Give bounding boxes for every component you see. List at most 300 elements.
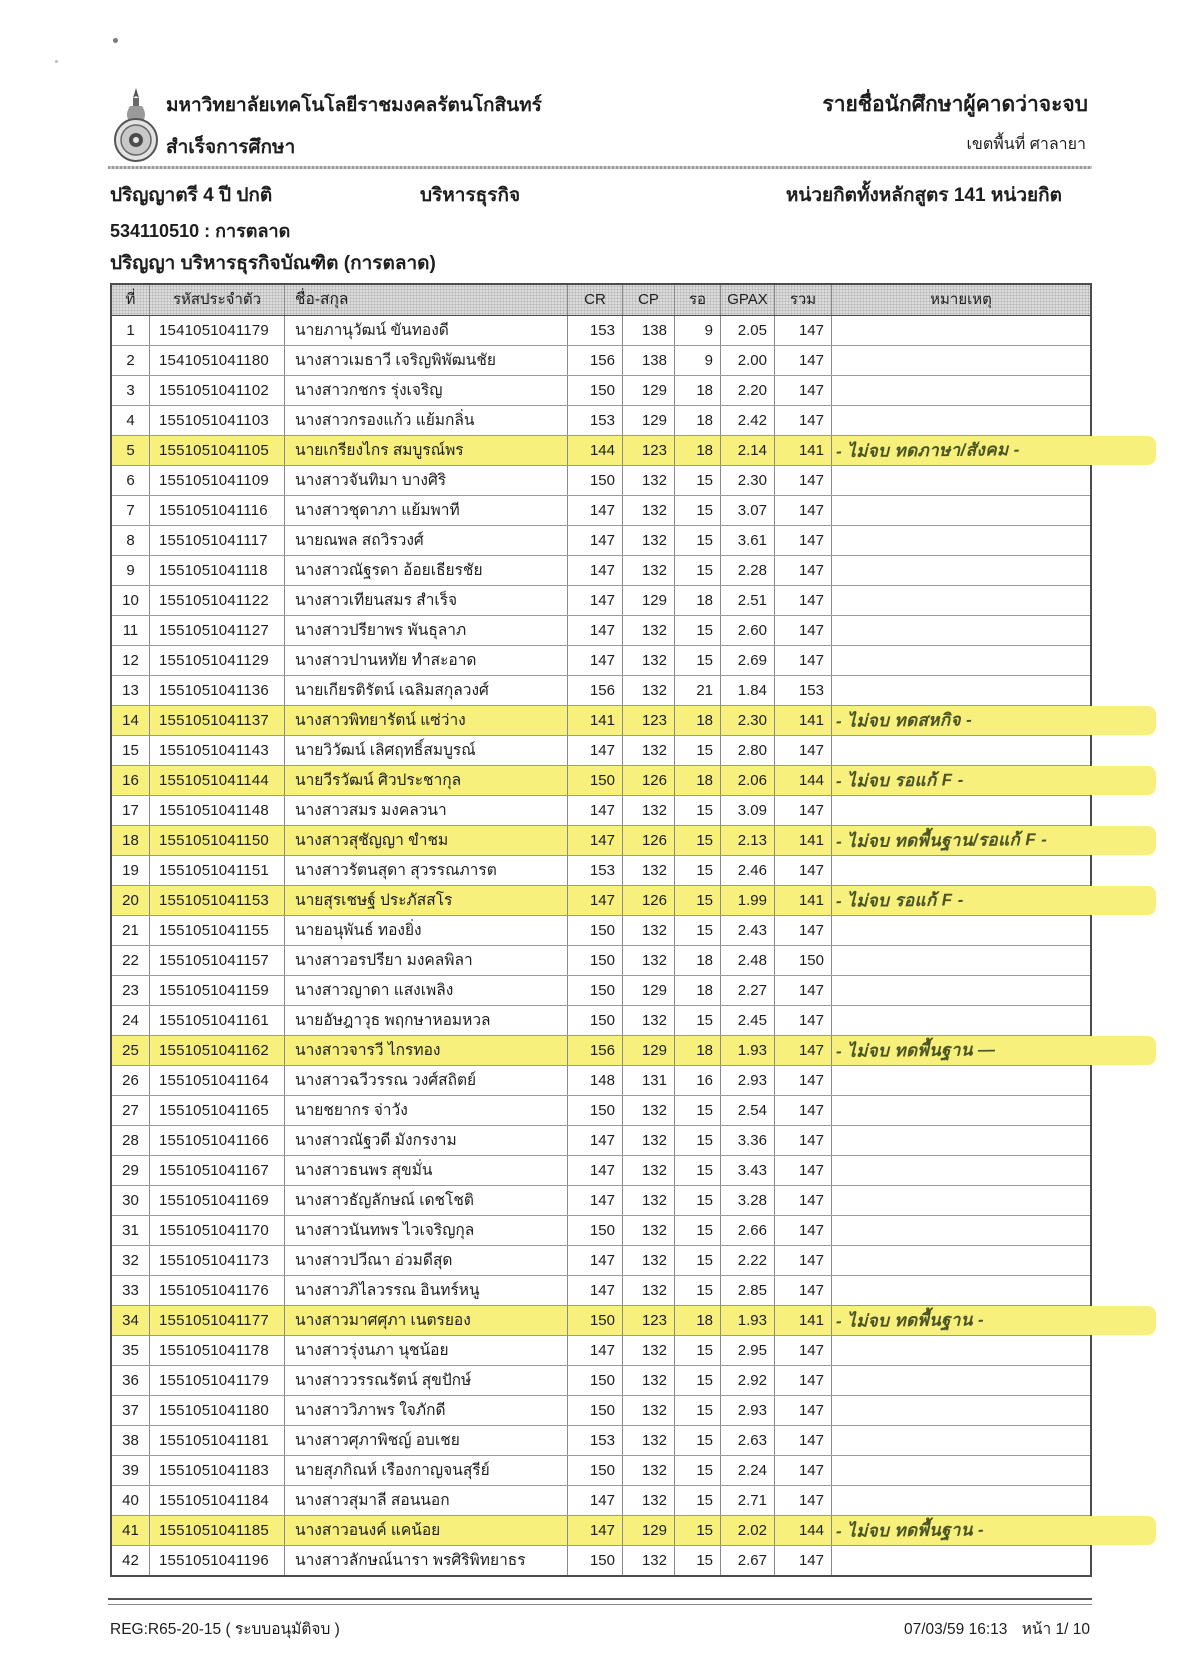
cell-total: 147 (775, 1456, 832, 1485)
cell-cr: 150 (568, 1456, 623, 1485)
cell-cr: 147 (568, 616, 623, 645)
cell-student-id: 1551051041144 (150, 766, 285, 796)
cell-cr: 153 (568, 856, 623, 885)
cell-name: นายอนุพันธ์ ทองยิ่ง (285, 916, 568, 945)
table-row (112, 405, 1090, 435)
report-title: รายชื่อนักศึกษาผู้คาดว่าจะจบ (822, 93, 1088, 116)
cell-cr: 150 (568, 976, 623, 1005)
cell-name: นางสาวรุ่งนภา นุชน้อย (285, 1336, 568, 1365)
cell-cr: 150 (568, 946, 623, 975)
table-row (112, 885, 1090, 915)
handwritten-note: - ไม่จบ รอแก้ F - (835, 770, 964, 791)
cell-remark (832, 586, 1090, 615)
cell-total: 153 (775, 676, 832, 705)
cell-cp: 132 (623, 646, 675, 675)
cell-wait: 18 (675, 586, 721, 615)
cell-wait: 15 (675, 1006, 721, 1035)
cell-student-id: 1551051041129 (150, 646, 285, 675)
cell-cr: 147 (568, 1186, 623, 1215)
cell-remark (832, 556, 1090, 585)
cell-no: 7 (112, 496, 150, 525)
cell-gpax: 1.84 (721, 676, 775, 705)
cell-wait: 18 (675, 436, 721, 466)
cell-name: นางสาวจันทิมา บางศิริ (285, 466, 568, 495)
cell-remark (832, 646, 1090, 675)
cell-cp: 138 (623, 316, 675, 345)
cell-total: 147 (775, 916, 832, 945)
cell-total: 150 (775, 946, 832, 975)
cell-cr: 153 (568, 316, 623, 345)
cell-student-id: 1551051041150 (150, 826, 285, 856)
cell-wait: 15 (675, 1246, 721, 1275)
cell-student-id: 1551051041103 (150, 406, 285, 435)
cell-remark (832, 976, 1090, 1005)
col-header-cp: CP (623, 285, 675, 315)
table-row (112, 825, 1090, 855)
cell-student-id: 1551051041155 (150, 916, 285, 945)
cell-gpax: 2.63 (721, 1426, 775, 1455)
cell-gpax: 2.66 (721, 1216, 775, 1245)
cell-cp: 132 (623, 1246, 675, 1275)
cell-cr: 150 (568, 1096, 623, 1125)
cell-wait: 15 (675, 796, 721, 825)
cell-gpax: 2.28 (721, 556, 775, 585)
cell-wait: 15 (675, 886, 721, 916)
cell-remark (832, 706, 1090, 736)
handwritten-note: - ไม่จบ รอแก้ F - (835, 890, 964, 911)
cell-name: นายชยากร จ่าวัง (285, 1096, 568, 1125)
cell-total: 147 (775, 796, 832, 825)
major-code: 534110510 : การตลาด (110, 221, 291, 241)
cell-total: 147 (775, 1066, 832, 1095)
cell-cr: 141 (568, 706, 623, 736)
footer-divider (108, 1598, 1092, 1605)
cell-name: นางสาวณัฐรดา อ้อยเธียรชัย (285, 556, 568, 585)
table-row (112, 1335, 1090, 1365)
cell-total: 141 (775, 706, 832, 736)
cell-no: 25 (112, 1036, 150, 1066)
cell-gpax: 2.42 (721, 406, 775, 435)
cell-name: นางสาวพิทยารัตน์ แซ่ว่าง (285, 706, 568, 736)
cell-total: 147 (775, 1486, 832, 1515)
cell-name: นางสาวธัญลักษณ์ เดชโชติ (285, 1186, 568, 1215)
cell-total: 147 (775, 1036, 832, 1066)
cell-total: 147 (775, 1216, 832, 1245)
cell-no: 38 (112, 1426, 150, 1455)
cell-name: นายสุรเชษฐ์ ประภัสสโร (285, 886, 568, 916)
cell-remark (832, 1546, 1090, 1575)
cell-total: 147 (775, 1156, 832, 1185)
cell-cp: 132 (623, 496, 675, 525)
cell-name: นางสาวกชกร รุ่งเจริญ (285, 376, 568, 405)
cell-student-id: 1551051041167 (150, 1156, 285, 1185)
footer-datetime: 07/03/59 16:13 (903, 1621, 1008, 1638)
table-row (112, 1065, 1090, 1095)
cell-student-id: 1551051041122 (150, 586, 285, 615)
cell-remark (832, 406, 1090, 435)
cell-total: 147 (775, 496, 832, 525)
cell-no: 20 (112, 886, 150, 916)
cell-wait: 15 (675, 1516, 721, 1546)
cell-student-id: 1551051041173 (150, 1246, 285, 1275)
cell-cp: 132 (623, 1186, 675, 1215)
cell-wait: 21 (675, 676, 721, 705)
col-header-no: ที่ (112, 285, 150, 315)
cell-no: 13 (112, 676, 150, 705)
cell-no: 2 (112, 346, 150, 375)
cell-remark (832, 316, 1090, 345)
table-row (112, 435, 1090, 465)
table-row (112, 1455, 1090, 1485)
university-logo-icon (112, 86, 160, 164)
cell-no: 1 (112, 316, 150, 345)
cell-remark (832, 1456, 1090, 1485)
cell-cr: 150 (568, 1216, 623, 1245)
cell-student-id: 1551051041196 (150, 1546, 285, 1575)
cell-cp: 132 (623, 1366, 675, 1395)
cell-cr: 147 (568, 886, 623, 916)
cell-cr: 150 (568, 1366, 623, 1395)
cell-remark (832, 1096, 1090, 1125)
cell-no: 28 (112, 1126, 150, 1155)
cell-cp: 132 (623, 1096, 675, 1125)
cell-cr: 150 (568, 466, 623, 495)
table-row (112, 1005, 1090, 1035)
cell-remark (832, 526, 1090, 555)
cell-name: นางสาววรรณรัตน์ สุขปักษ์ (285, 1366, 568, 1395)
cell-gpax: 2.60 (721, 616, 775, 645)
cell-gpax: 2.92 (721, 1366, 775, 1395)
cell-remark (832, 1396, 1090, 1425)
cell-student-id: 1541051041180 (150, 346, 285, 375)
cell-name: นางสาวภิไลวรรณ อินทร์หนู (285, 1276, 568, 1305)
table-row (112, 795, 1090, 825)
cell-total: 147 (775, 556, 832, 585)
cell-total: 141 (775, 826, 832, 856)
cell-cr: 156 (568, 346, 623, 375)
handwritten-note: - ไม่จบ ทดพื้นฐาน - (835, 1310, 985, 1331)
cell-no: 4 (112, 406, 150, 435)
table-row (112, 855, 1090, 885)
handwritten-note: - ไม่จบ ทดพื้นฐาน/รอแก้ F - (835, 829, 1048, 852)
cell-no: 40 (112, 1486, 150, 1515)
cell-remark (832, 1186, 1090, 1215)
table-row (112, 316, 1090, 345)
cell-no: 8 (112, 526, 150, 555)
cell-student-id: 1551051041102 (150, 376, 285, 405)
cell-total: 141 (775, 886, 832, 916)
cell-name: นางสาวสุมาลี สอนนอก (285, 1486, 568, 1515)
table-row (112, 1185, 1090, 1215)
cell-wait: 15 (675, 1186, 721, 1215)
cell-cr: 147 (568, 826, 623, 856)
cell-no: 3 (112, 376, 150, 405)
cell-name: นางสาวเทียนสมร สำเร็จ (285, 586, 568, 615)
cell-gpax: 2.20 (721, 376, 775, 405)
cell-no: 31 (112, 1216, 150, 1245)
cell-name: นายอัษฎาวุธ พฤกษาหอมหวล (285, 1006, 568, 1035)
cell-gpax: 2.14 (721, 436, 775, 466)
table-row (112, 525, 1090, 555)
cell-student-id: 1541051041179 (150, 316, 285, 345)
cell-no: 5 (112, 436, 150, 466)
cell-wait: 15 (675, 1216, 721, 1245)
cell-wait: 18 (675, 406, 721, 435)
cell-no: 36 (112, 1366, 150, 1395)
cell-wait: 18 (675, 706, 721, 736)
cell-cr: 147 (568, 1246, 623, 1275)
table-row (112, 945, 1090, 975)
table-row (112, 495, 1090, 525)
cell-wait: 15 (675, 1456, 721, 1485)
cell-remark (832, 346, 1090, 375)
cell-no: 11 (112, 616, 150, 645)
table-row (112, 1395, 1090, 1425)
student-table-body (112, 316, 1090, 1575)
cell-wait: 15 (675, 1426, 721, 1455)
cell-name: นางสาวลักษณ์นารา พรศิริพิทยาธร (285, 1546, 568, 1575)
cell-remark (832, 1216, 1090, 1245)
cell-no: 9 (112, 556, 150, 585)
cell-wait: 15 (675, 1366, 721, 1395)
handwritten-note: - ไม่จบ ทดสหกิจ - (835, 710, 973, 731)
table-row (112, 465, 1090, 495)
cell-remark (832, 1156, 1090, 1185)
cell-student-id: 1551051041169 (150, 1186, 285, 1215)
cell-remark (832, 466, 1090, 495)
cell-student-id: 1551051041143 (150, 736, 285, 765)
cell-wait: 15 (675, 1156, 721, 1185)
handwritten-note: - ไม่จบ ทดพื้นฐาน - (835, 1520, 985, 1541)
cell-cr: 147 (568, 1276, 623, 1305)
cell-wait: 15 (675, 1126, 721, 1155)
cell-total: 141 (775, 436, 832, 466)
cell-total: 147 (775, 736, 832, 765)
cell-cp: 132 (623, 916, 675, 945)
cell-cr: 147 (568, 556, 623, 585)
letterhead-subtitle: สำเร็จการศึกษา (166, 137, 296, 158)
cell-no: 12 (112, 646, 150, 675)
cell-name: นางสาวอนงค์ แคน้อย (285, 1516, 568, 1546)
col-header-wait: รอ (675, 285, 721, 315)
cell-name: นายภานุวัฒน์ ขันทองดี (285, 316, 568, 345)
cell-name: นางสาวปวีณา อ่วมดีสุด (285, 1246, 568, 1275)
cell-remark (832, 436, 1090, 466)
cell-total: 147 (775, 406, 832, 435)
cell-remark (832, 1036, 1090, 1066)
col-header-total: รวม (775, 285, 832, 315)
cell-cr: 153 (568, 406, 623, 435)
cell-student-id: 1551051041165 (150, 1096, 285, 1125)
table-row (112, 375, 1090, 405)
cell-student-id: 1551051041183 (150, 1456, 285, 1485)
cell-name: นางสาวชุดาภา แย้มพาที (285, 496, 568, 525)
cell-cp: 129 (623, 1516, 675, 1546)
cell-student-id: 1551051041178 (150, 1336, 285, 1365)
cell-student-id: 1551051041162 (150, 1036, 285, 1066)
cell-wait: 15 (675, 826, 721, 856)
handwritten-note: - ไม่จบ ทดพื้นฐาน — (835, 1040, 996, 1061)
table-row (112, 675, 1090, 705)
table-row (112, 615, 1090, 645)
cell-wait: 15 (675, 916, 721, 945)
cell-gpax: 2.13 (721, 826, 775, 856)
cell-total: 147 (775, 586, 832, 615)
cell-gpax: 2.45 (721, 1006, 775, 1035)
cell-gpax: 2.93 (721, 1066, 775, 1095)
cell-cp: 132 (623, 526, 675, 555)
cell-remark (832, 1486, 1090, 1515)
cell-cp: 129 (623, 976, 675, 1005)
cell-total: 144 (775, 1516, 832, 1546)
cell-name: นายสุภกิณห์ เรืองกาญจนสุรีย์ (285, 1456, 568, 1485)
cell-cp: 129 (623, 376, 675, 405)
cell-gpax: 2.80 (721, 736, 775, 765)
col-header-id: รหัสประจำตัว (150, 285, 285, 315)
cell-total: 147 (775, 1246, 832, 1275)
table-row (112, 765, 1090, 795)
table-header-row (112, 285, 1090, 316)
cell-student-id: 1551051041117 (150, 526, 285, 555)
cell-remark (832, 916, 1090, 945)
cell-name: นางสาวศุภาพิชญ์ อบเชย (285, 1426, 568, 1455)
cell-no: 27 (112, 1096, 150, 1125)
cell-cr: 150 (568, 1306, 623, 1336)
cell-cp: 129 (623, 406, 675, 435)
footer-report-code: REG:R65-20-15 ( ระบบอนุมัติจบ ) (110, 1621, 340, 1638)
cell-wait: 18 (675, 376, 721, 405)
cell-cr: 147 (568, 1126, 623, 1155)
cell-total: 147 (775, 1126, 832, 1155)
cell-no: 26 (112, 1066, 150, 1095)
scan-speck (113, 38, 118, 43)
cell-cr: 147 (568, 736, 623, 765)
cell-gpax: 2.85 (721, 1276, 775, 1305)
cell-student-id: 1551051041109 (150, 466, 285, 495)
cell-name: นางสาวปรียาพร พันธุลาภ (285, 616, 568, 645)
cell-student-id: 1551051041180 (150, 1396, 285, 1425)
cell-gpax: 1.93 (721, 1306, 775, 1336)
cell-name: นางสาวสมร มงคลวนา (285, 796, 568, 825)
cell-cp: 132 (623, 1006, 675, 1035)
cell-cr: 147 (568, 496, 623, 525)
cell-cp: 123 (623, 1306, 675, 1336)
cell-cp: 132 (623, 1456, 675, 1485)
cell-student-id: 1551051041136 (150, 676, 285, 705)
cell-total: 147 (775, 1546, 832, 1575)
cell-cp: 129 (623, 586, 675, 615)
cell-cr: 147 (568, 586, 623, 615)
cell-total: 147 (775, 1396, 832, 1425)
col-header-name: ชื่อ-สกุล (285, 285, 568, 315)
cell-gpax: 2.05 (721, 316, 775, 345)
cell-student-id: 1551051041116 (150, 496, 285, 525)
cell-gpax: 1.93 (721, 1036, 775, 1066)
cell-student-id: 1551051041176 (150, 1276, 285, 1305)
university-name: มหาวิทยาลัยเทคโนโลยีราชมงคลรัตนโกสินทร์ (166, 95, 542, 116)
cell-cr: 147 (568, 1516, 623, 1546)
cell-cr: 150 (568, 1546, 623, 1575)
cell-remark (832, 1066, 1090, 1095)
cell-total: 147 (775, 316, 832, 345)
cell-cp: 132 (623, 1426, 675, 1455)
cell-cp: 132 (623, 466, 675, 495)
cell-no: 6 (112, 466, 150, 495)
cell-remark (832, 1246, 1090, 1275)
cell-gpax: 2.54 (721, 1096, 775, 1125)
table-row (112, 345, 1090, 375)
cell-wait: 18 (675, 766, 721, 796)
scan-speck (55, 60, 58, 63)
cell-student-id: 1551051041184 (150, 1486, 285, 1515)
cell-cr: 150 (568, 1396, 623, 1425)
cell-cp: 126 (623, 826, 675, 856)
cell-remark (832, 1276, 1090, 1305)
cell-cp: 132 (623, 856, 675, 885)
cell-name: นางสาวญาดา แสงเพลิง (285, 976, 568, 1005)
cell-no: 37 (112, 1396, 150, 1425)
cell-gpax: 2.43 (721, 916, 775, 945)
cell-cp: 132 (623, 556, 675, 585)
cell-student-id: 1551051041164 (150, 1066, 285, 1095)
cell-student-id: 1551051041148 (150, 796, 285, 825)
cell-cp: 132 (623, 1336, 675, 1365)
cell-cr: 147 (568, 526, 623, 555)
cell-wait: 15 (675, 856, 721, 885)
cell-wait: 18 (675, 1306, 721, 1336)
cell-cr: 147 (568, 646, 623, 675)
cell-wait: 15 (675, 616, 721, 645)
cell-wait: 15 (675, 466, 721, 495)
cell-cp: 132 (623, 1156, 675, 1185)
cell-student-id: 1551051041159 (150, 976, 285, 1005)
cell-total: 147 (775, 1186, 832, 1215)
table-row (112, 645, 1090, 675)
cell-cp: 132 (623, 736, 675, 765)
cell-no: 14 (112, 706, 150, 736)
cell-wait: 9 (675, 346, 721, 375)
cell-remark (832, 1306, 1090, 1336)
table-row (112, 585, 1090, 615)
cell-student-id: 1551051041157 (150, 946, 285, 975)
cell-no: 23 (112, 976, 150, 1005)
cell-name: นายวีรวัฒน์ ศิวประชากุล (285, 766, 568, 796)
footer-page-number: หน้า 1/ 10 (1021, 1621, 1090, 1638)
cell-total: 147 (775, 1096, 832, 1125)
cell-no: 41 (112, 1516, 150, 1546)
cell-wait: 9 (675, 316, 721, 345)
cell-no: 24 (112, 1006, 150, 1035)
cell-total: 147 (775, 466, 832, 495)
cell-remark (832, 376, 1090, 405)
cell-total: 147 (775, 1276, 832, 1305)
cell-wait: 16 (675, 1066, 721, 1095)
cell-total: 147 (775, 856, 832, 885)
cell-gpax: 3.09 (721, 796, 775, 825)
cell-cp: 132 (623, 1486, 675, 1515)
table-row (112, 1035, 1090, 1065)
table-row (112, 555, 1090, 585)
cell-cp: 132 (623, 1546, 675, 1575)
cell-cp: 132 (623, 1126, 675, 1155)
table-row (112, 1155, 1090, 1185)
cell-cr: 147 (568, 1336, 623, 1365)
cell-gpax: 2.67 (721, 1546, 775, 1575)
cell-no: 32 (112, 1246, 150, 1275)
cell-wait: 15 (675, 1396, 721, 1425)
cell-remark (832, 1366, 1090, 1395)
cell-student-id: 1551051041166 (150, 1126, 285, 1155)
